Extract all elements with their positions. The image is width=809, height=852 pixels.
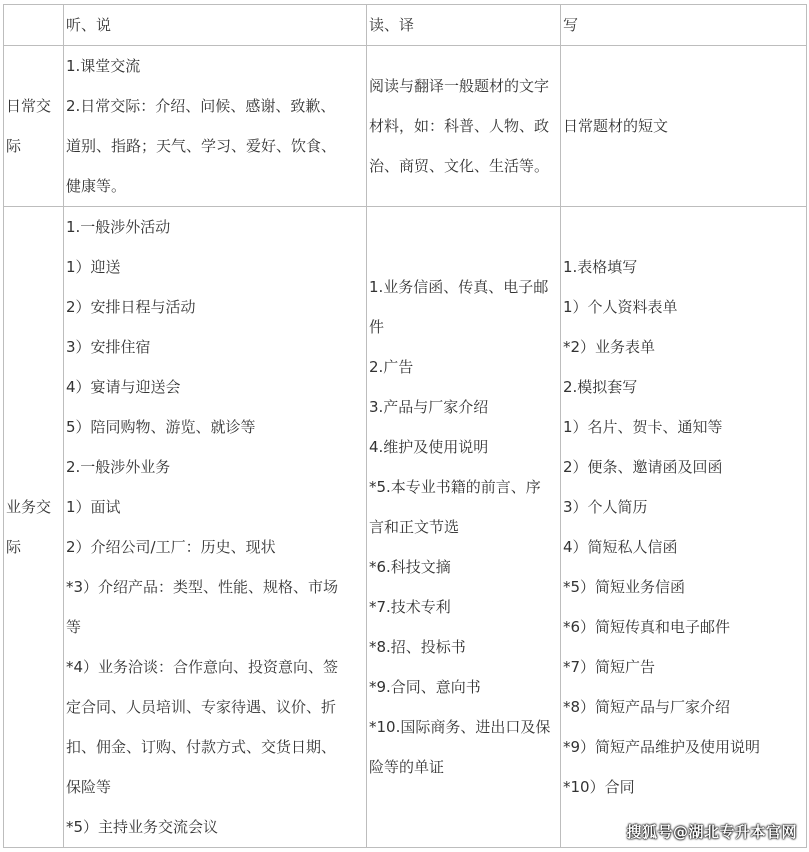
cell-line: 2）便条、邀请函及回函 [563,458,723,476]
cell-line: *5.本专业书籍的前言、序 [369,478,541,496]
cell-line: *9）简短产品维护及使用说明 [563,738,761,756]
cell-line: 道别、指路；天气、学习、爱好、饮食、 [66,137,337,155]
cell-line: *6.科技文摘 [369,558,451,576]
cell-line: 3）安排住宿 [66,338,151,356]
cell-line: *2）业务表单 [563,338,656,356]
cell-line: 日常题材的短文 [563,117,669,135]
cell-line: 4）简短私人信函 [563,538,678,556]
cell-line: 险等的单证 [369,758,445,776]
cell-line: 2.一般涉外业务 [66,458,171,476]
table-row-daily [4,46,807,207]
cell-line: *8.招、投标书 [369,638,466,656]
cell-line: 件 [369,318,385,336]
cell-line: 3.产品与厂家介绍 [369,398,489,416]
cell-line: 2.广告 [369,358,414,376]
cell-line: *5）简短业务信函 [563,578,686,596]
cell-line: *8）简短产品与厂家介绍 [563,698,731,716]
header-corner-cell [4,5,64,46]
row-head-line: 业务交 [6,498,52,516]
cell-line: *7）简短广告 [563,658,656,676]
cell-line: *3）介绍产品：类型、性能、规格、市场 [66,578,339,596]
read-translate-cell [367,46,561,207]
cell-line: 2）介绍公司/工厂：历史、现状 [66,538,276,556]
cell-line: 5）陪同购物、游览、就诊等 [66,418,256,436]
cell-line: 健康等。 [66,177,127,195]
read-translate-cell [367,207,561,848]
cell-line: 扣、佣金、订购、付款方式、交货日期、 [66,738,337,756]
cell-line: 阅读与翻译一般题材的文字 [369,77,550,95]
cell-line: 治、商贸、文化、生活等。 [369,157,550,175]
cell-line: 1）迎送 [66,258,121,276]
header-write: 写 [561,5,807,46]
row-head-cell [4,207,64,848]
cell-line: 3）个人简历 [563,498,648,516]
listen-speak-cell [64,207,367,848]
cell-line: *6）简短传真和电子邮件 [563,618,731,636]
cell-line: 4.维护及使用说明 [369,438,489,456]
cell-line: 定合同、人员培训、专家待遇、议价、折 [66,698,337,716]
cell-line: *7.技术专利 [369,598,451,616]
curriculum-table [3,4,807,848]
cell-line: 1.业务信函、传真、电子邮 [369,278,549,296]
cell-line: *10）合同 [563,778,635,796]
cell-line: 材料，如：科普、人物、政 [369,117,550,135]
cell-line: 1.课堂交流 [66,57,141,75]
header-row [4,5,807,46]
cell-line: 保险等 [66,778,112,796]
write-cell [561,46,807,207]
cell-line: 1）名片、贺卡、通知等 [563,418,723,436]
cell-line: 2.日常交际：介绍、问候、感谢、致歉、 [66,97,336,115]
cell-line: 1.一般涉外活动 [66,218,171,236]
write-cell [561,207,807,848]
row-head-line: 际 [6,137,22,155]
row-head-line: 际 [6,538,22,556]
cell-line: 2）安排日程与活动 [66,298,196,316]
cell-line: 2.模拟套写 [563,378,638,396]
listen-speak-cell [64,46,367,207]
cell-line: 4）宴请与迎送会 [66,378,181,396]
cell-line: 1.表格填写 [563,258,638,276]
cell-line: *4）业务洽谈：合作意向、投资意向、签 [66,658,339,676]
cell-line: 1）个人资料表单 [563,298,678,316]
header-read-translate: 读、译 [367,5,561,46]
table-row-business [4,207,807,848]
row-head-cell [4,46,64,207]
cell-line: *5）主持业务交流会议 [66,818,219,836]
cell-line: 言和正文节选 [369,518,460,536]
cell-line: 等 [66,618,82,636]
cell-line: *10.国际商务、进出口及保 [369,718,551,736]
cell-line: 1）面试 [66,498,121,516]
row-head-line: 日常交 [6,97,52,115]
header-listen-speak: 听、说 [64,5,367,46]
watermark: 搜狐号@湖北专升本官网 [626,823,797,841]
cell-line: *9.合同、意向书 [369,678,481,696]
